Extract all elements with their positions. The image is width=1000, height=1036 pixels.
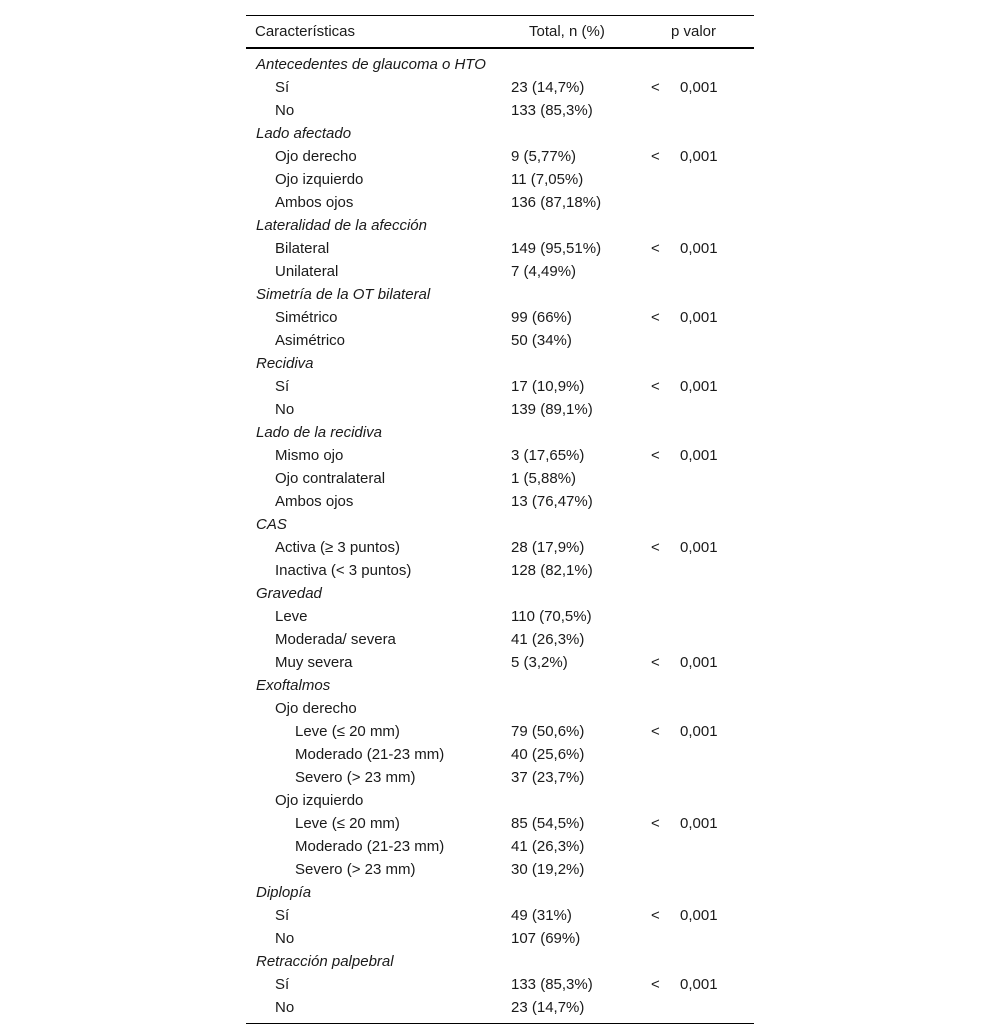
header-characteristics: Características <box>255 23 356 40</box>
characteristics-table <box>246 15 754 1024</box>
row-total: 37 (23,7%) <box>511 769 585 786</box>
row-label: Moderada/ severa <box>275 631 396 648</box>
row-total: 50 (34%) <box>511 332 572 349</box>
table-row <box>246 490 754 513</box>
table-row <box>246 858 754 881</box>
section-title: Lado afectado <box>256 125 352 142</box>
row-p-value: 0,001 <box>680 539 718 556</box>
row-label: Leve (≤ 20 mm) <box>295 723 400 740</box>
table-row <box>246 835 754 858</box>
row-label: No <box>275 102 295 119</box>
row-p-value: 0,001 <box>680 148 718 165</box>
row-label: Sí <box>275 907 290 924</box>
row-total: 9 (5,77%) <box>511 148 577 165</box>
table-row <box>246 375 754 398</box>
table-row <box>246 306 754 329</box>
row-p-operator: < <box>651 378 660 395</box>
table-row <box>246 329 754 352</box>
row-total: 11 (7,05%) <box>511 171 584 188</box>
row-label: No <box>275 401 295 418</box>
row-p-value: 0,001 <box>680 976 718 993</box>
row-total: 110 (70,5%) <box>511 608 592 625</box>
row-total: 7 (4,49%) <box>511 263 577 280</box>
table-row <box>246 191 754 214</box>
row-total: 149 (95,51%) <box>511 240 602 257</box>
row-total: 23 (14,7%) <box>511 79 585 96</box>
row-label: Activa (≥ 3 puntos) <box>275 539 400 556</box>
row-total: 30 (19,2%) <box>511 861 585 878</box>
row-label: Unilateral <box>275 263 339 280</box>
row-total: 128 (82,1%) <box>511 562 593 579</box>
section-title: Lado de la recidiva <box>256 424 382 441</box>
section-title: Exoftalmos <box>256 677 331 694</box>
section-title: Antecedentes de glaucoma o HTO <box>256 56 486 73</box>
row-label: Simétrico <box>275 309 338 326</box>
row-label: Ambos ojos <box>275 493 354 510</box>
table-row <box>246 812 754 835</box>
table-row <box>246 996 754 1019</box>
table-row <box>246 237 754 260</box>
row-label: Severo (> 23 mm) <box>295 769 416 786</box>
row-label: Muy severa <box>275 654 353 671</box>
row-total: 133 (85,3%) <box>511 102 593 119</box>
row-total: 49 (31%) <box>511 907 572 924</box>
row-label: Ambos ojos <box>275 194 354 211</box>
table-row <box>246 789 754 812</box>
row-total: 28 (17,9%) <box>511 539 585 556</box>
table-body <box>246 49 754 1023</box>
row-p-operator: < <box>651 447 660 464</box>
table-section-row <box>246 122 754 145</box>
table-row <box>246 743 754 766</box>
row-p-operator: < <box>651 240 660 257</box>
table-section-row <box>246 513 754 536</box>
row-total: 17 (10,9%) <box>511 378 585 395</box>
table-row <box>246 467 754 490</box>
row-p-operator: < <box>651 723 660 740</box>
row-p-value: 0,001 <box>680 378 718 395</box>
section-title: Recidiva <box>256 355 314 372</box>
section-title: Lateralidad de la afección <box>256 217 427 234</box>
table-row <box>246 973 754 996</box>
table-section-row <box>246 582 754 605</box>
row-p-value: 0,001 <box>680 723 718 740</box>
row-total: 23 (14,7%) <box>511 999 585 1016</box>
table-row <box>246 605 754 628</box>
row-p-operator: < <box>651 309 660 326</box>
row-total: 99 (66%) <box>511 309 572 326</box>
table-row <box>246 927 754 950</box>
row-label: Bilateral <box>275 240 330 257</box>
row-total: 13 (76,47%) <box>511 493 593 510</box>
row-label: Ojo derecho <box>275 148 357 165</box>
row-label: Ojo izquierdo <box>275 792 364 809</box>
section-title: CAS <box>256 516 287 533</box>
row-total: 85 (54,5%) <box>511 815 585 832</box>
row-total: 139 (89,1%) <box>511 401 593 418</box>
table-row <box>246 536 754 559</box>
row-total: 79 (50,6%) <box>511 723 585 740</box>
row-label: Ojo izquierdo <box>275 171 364 188</box>
row-p-value: 0,001 <box>680 907 718 924</box>
row-label: Moderado (21-23 mm) <box>295 838 445 855</box>
table-row <box>246 168 754 191</box>
row-p-operator: < <box>651 539 660 556</box>
row-p-value: 0,001 <box>680 309 718 326</box>
row-total: 5 (3,2%) <box>511 654 568 671</box>
table-section-row <box>246 421 754 444</box>
table-row <box>246 651 754 674</box>
row-label: Sí <box>275 378 290 395</box>
row-p-operator: < <box>651 907 660 924</box>
table-section-row <box>246 214 754 237</box>
table-row <box>246 628 754 651</box>
section-title: Gravedad <box>256 585 322 602</box>
header-p-value: p valor <box>671 23 717 40</box>
section-title: Diplopía <box>256 884 312 901</box>
table-section-row <box>246 352 754 375</box>
row-label: Inactiva (< 3 puntos) <box>275 562 412 579</box>
table-row <box>246 76 754 99</box>
row-label: Ojo contralateral <box>275 470 386 487</box>
row-p-operator: < <box>651 815 660 832</box>
row-p-operator: < <box>651 976 660 993</box>
row-label: No <box>275 930 295 947</box>
row-total: 40 (25,6%) <box>511 746 585 763</box>
row-label: Leve <box>275 608 308 625</box>
table-row <box>246 398 754 421</box>
table-section-row <box>246 283 754 306</box>
row-p-value: 0,001 <box>680 447 718 464</box>
row-p-operator: < <box>651 79 660 96</box>
row-p-value: 0,001 <box>680 240 718 257</box>
table-row <box>246 559 754 582</box>
row-label: Severo (> 23 mm) <box>295 861 416 878</box>
row-total: 41 (26,3%) <box>511 631 585 648</box>
table-row <box>246 444 754 467</box>
row-total: 136 (87,18%) <box>511 194 602 211</box>
row-label: Moderado (21-23 mm) <box>295 746 445 763</box>
row-p-value: 0,001 <box>680 79 718 96</box>
table-row <box>246 145 754 168</box>
section-title: Retracción palpebral <box>256 953 394 970</box>
table-row <box>246 904 754 927</box>
row-label: Leve (≤ 20 mm) <box>295 815 400 832</box>
table-section-row <box>246 53 754 76</box>
row-label: Ojo derecho <box>275 700 357 717</box>
row-p-operator: < <box>651 654 660 671</box>
row-label: Mismo ojo <box>275 447 344 464</box>
table-section-row <box>246 674 754 697</box>
row-total: 3 (17,65%) <box>511 447 585 464</box>
table-row <box>246 260 754 283</box>
row-total: 133 (85,3%) <box>511 976 593 993</box>
row-total: 1 (5,88%) <box>511 470 577 487</box>
table-row <box>246 766 754 789</box>
table-section-row <box>246 950 754 973</box>
row-p-value: 0,001 <box>680 815 718 832</box>
table-header-row <box>246 16 754 47</box>
table-bottom-rule <box>246 1023 754 1024</box>
row-label: No <box>275 999 295 1016</box>
table-section-row <box>246 881 754 904</box>
header-total: Total, n (%) <box>529 23 605 40</box>
row-total: 41 (26,3%) <box>511 838 585 855</box>
table-row <box>246 697 754 720</box>
table-row <box>246 720 754 743</box>
row-label: Sí <box>275 976 290 993</box>
row-label: Asimétrico <box>275 332 346 349</box>
row-p-operator: < <box>651 148 660 165</box>
row-total: 107 (69%) <box>511 930 581 947</box>
row-p-value: 0,001 <box>680 654 718 671</box>
section-title: Simetría de la OT bilateral <box>256 286 431 303</box>
row-label: Sí <box>275 79 290 96</box>
table-row <box>246 99 754 122</box>
